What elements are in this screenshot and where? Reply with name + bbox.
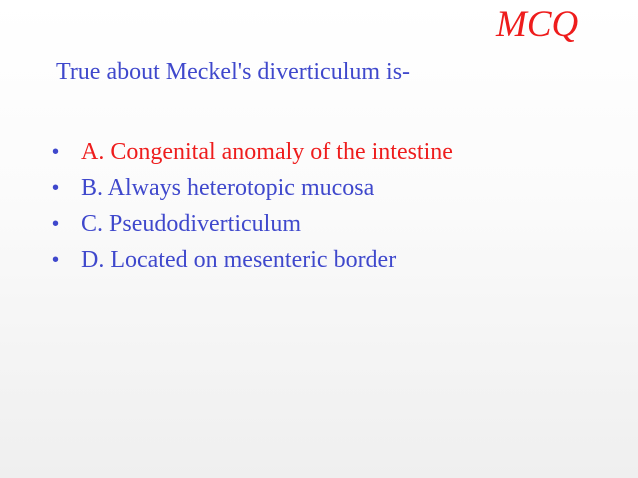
answer-option-text: D. Located on mesenteric border (81, 247, 397, 273)
answer-option-text: B. Always heterotopic mucosa (81, 175, 375, 201)
bullet-icon: • (52, 249, 60, 271)
bullet-icon: • (52, 213, 60, 235)
slide-heading: MCQ (496, 4, 579, 45)
answer-option-text: A. Congenital anomaly of the intestine (81, 139, 453, 165)
bullet-icon: • (52, 141, 60, 163)
answer-option-text: C. Pseudodiverticulum (81, 211, 301, 237)
bullet-icon: • (52, 177, 60, 199)
question-text: True about Meckel's diverticulum is- (56, 59, 411, 85)
